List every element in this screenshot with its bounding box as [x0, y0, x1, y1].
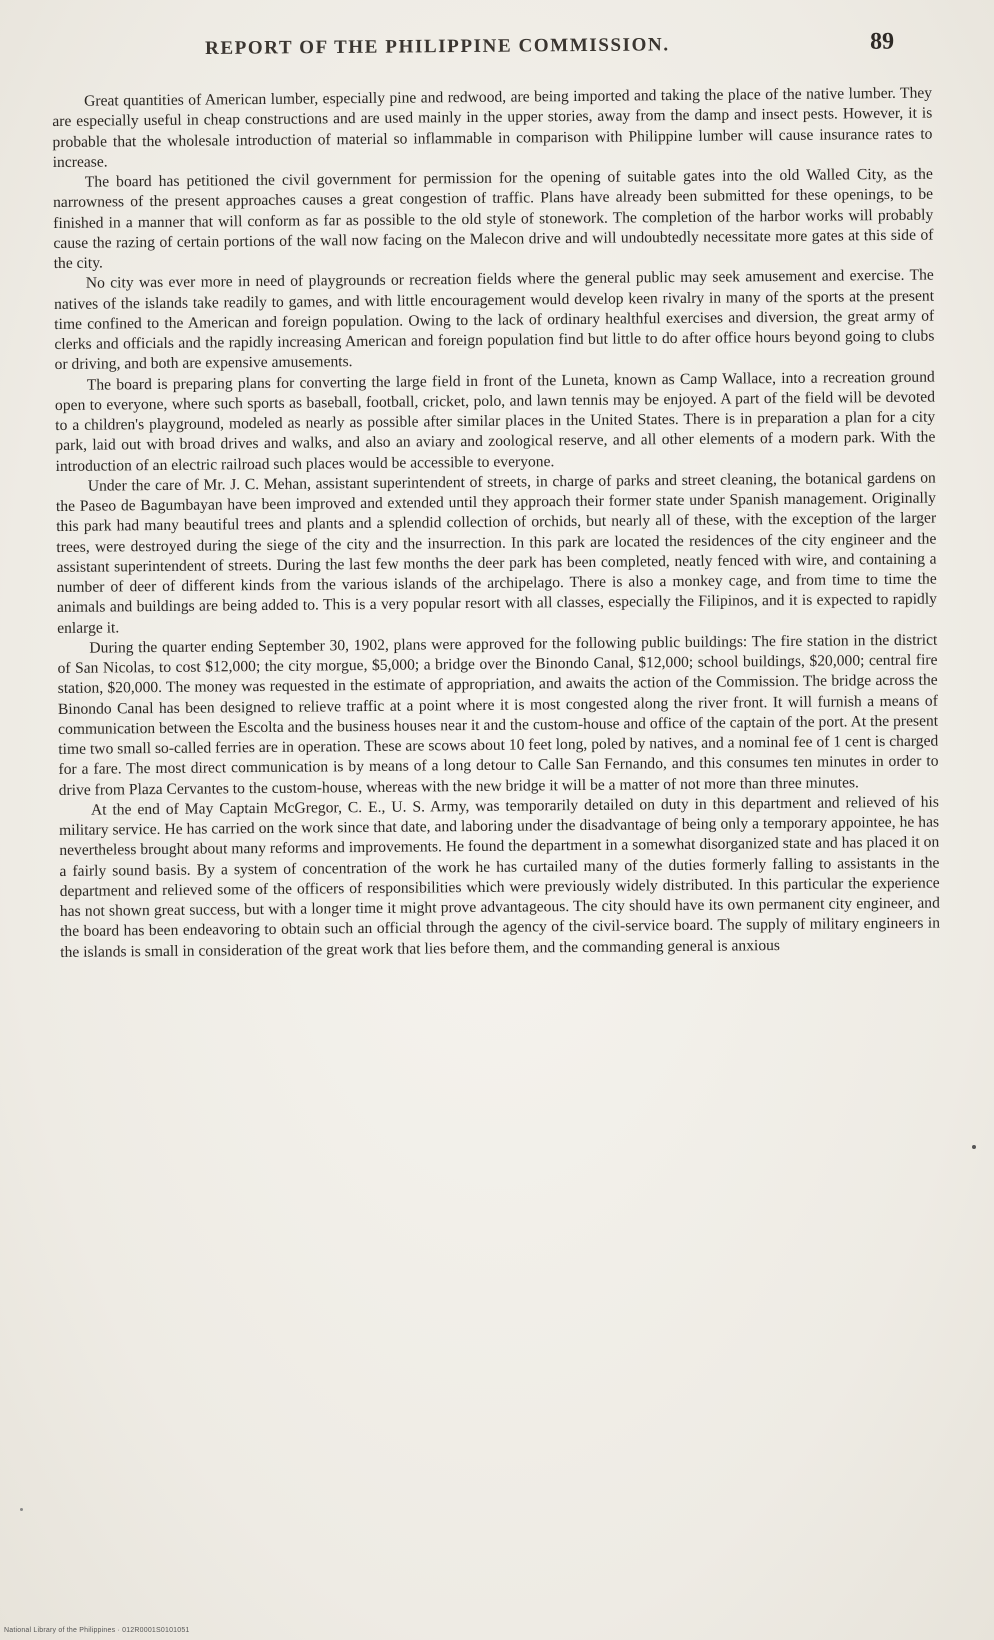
paragraph-botanical-gardens: Under the care of Mr. J. C. Mehan, assistant superintendent of streets, in charge of parks and street cleaning, the botanical gardens on the Paseo de Bagumbayan have been improved and extended until they approach their former state under Spanish management. Originally this park had many beautiful trees and plants and a splendid collection of orchids, but nearly all of these, with the exception of the larger trees, were destroyed during the siege of the city and the insurrection. In this park are located the residences of the city engineer and the assistant superintendent of streets. During the last few months the deer park has been completed, neatly fenced with wire, and containing a number of deer of different kinds from the various islands of the archipelago. There is also a monkey cage, and from time to time the animals and buildings are being added to. This is a very popular resort with all classes, especially the Filipinos, and it is expected to rapidly enlarge it.: [55, 469, 937, 637]
paragraph-captain-mcgregor: At the end of May Captain McGregor, C. E., U. S. Army, was temporarily detailed on duty in this department and relieved of his military service. He has carried on the work since that date, and laboring under the disadvantage of being only a temporary appointee, he has nevertheless brought about many reforms and improvements. He found the department in a somewhat disorganized state and has placed it on a fairly sound basis. By a system of concentration of the work he has curtailed many of the duties formerly falling to assistants in the department and relieved some of the officers of responsibilities which were previously widely distributed. In this particular the experience has not shown great success, but with a longer time it might prove advantageous. The city should have its own permanent city engineer, and the board has been endeavoring to obtain such an official through the agency of the civil-service board. The supply of military engineers in the islands is small in consideration of the great work that lies before them, and the commanding general is anxious: [59, 793, 941, 961]
page-header: [205, 28, 935, 60]
scan-speck: [20, 1508, 23, 1511]
paragraph-camp-wallace: The board is preparing plans for converting the large field in front of the Luneta, known as Camp Wallace, into a recreation ground open to everyone, where such sports as baseball, football, cricket, polo, and lawn tennis may be enjoyed. A part of the field will be devoted to a children's playground, modeled as nearly as possible after similar places in the United States. There is in preparation a plan for a city park, laid out with broad drives and walks, and also an aviary and zoological reserve, and all other elements of a modern park. With the introduction of an electric railroad such places would be accessible to everyone.: [54, 368, 936, 475]
body-text: [52, 84, 940, 963]
paragraph-walled-city-gates: The board has petitioned the civil government for permission for the opening of suitable gates into the old Walled City, as the narrowness of the present approaches causes a great congestion of traffic. Plans have already been submitted for these openings, to be finished in a manner that will conform as far as possible to the old style of stonework. The completion of the harbor works will probably cause the razing of certain portions of the wall now facing on the Malecon drive and will undoubtedly necessitate more gates at this side of the city.: [52, 165, 934, 272]
page-number: 89: [869, 28, 895, 55]
archive-credit: National Library of the Philippines · 012R0001S0101051: [4, 1627, 190, 1634]
paragraph-public-buildings: During the quarter ending September 30, 1902, plans were approved for the following public buildings: The fire station in the district of San Nicolas, to cost $12,000; the city morgue, $5,000; a bridge over the Binondo Canal, $12,000; school buildings, $20,000; central fire station, $20,000. The money was requested in the estimate of appropriation, and awaits the action of the Commission. The bridge across the Binondo Canal has been designed to relieve traffic at a point where it is most congested along the river front. It will furnish a means of communication between the Escolta and the business houses near it and the custom-house and office of the captain of the port. At the present time two small so-called ferries are in operation. These are scows about 10 feet long, poled by natives, and a nominal fee of 1 cent is charged for a fare. The most direct communication is by means of a long detour to Calle San Fernando, and this consumes ten minutes in order to drive from Plaza Cervantes to the custom-house, whereas with the new bridge it will be a matter of not more than three minutes.: [57, 631, 939, 799]
running-title: REPORT OF THE PHILIPPINE COMMISSION.: [205, 34, 670, 59]
scan-speck: [972, 1145, 976, 1149]
paragraph-lumber: Great quantities of American lumber, especially pine and redwood, are being imported and taking the place of the native lumber. They are especially useful in cheap constructions and are used mainly in the upper stories, away from the damp and insect pests. However, it is probable that the wholesale introduction of material so inflammable in comparison with Philippine lumber will cause insurance rates to increase.: [52, 84, 933, 171]
paragraph-playgrounds: No city was ever more in need of playgrounds or recreation fields where the general public may seek amusement and exercise. The natives of the islands take readily to games, and with little encouragement would develop keen rivalry in many of the sports at the present time confined to the American and foreign population. Owing to the lack of ordinary healthful exercises and diversion, the great army of clerks and officials and the rapidly increasing American and foreign population find but little to do after office hours beyond going to clubs or driving, and both are expensive amusements.: [53, 266, 935, 374]
